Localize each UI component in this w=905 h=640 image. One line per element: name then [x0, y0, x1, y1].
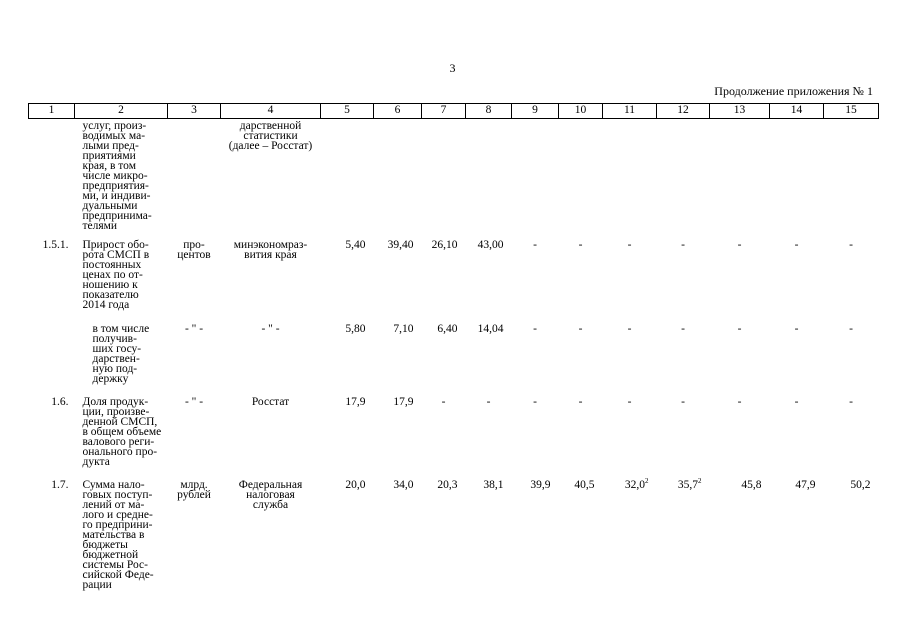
value-cell: 35,7$^2$: [677, 477, 702, 491]
value-cell: -: [737, 323, 742, 335]
value-cell: 45,8: [741, 479, 762, 491]
row-number-cell: 1.5.1.: [42, 239, 69, 251]
page-number: 3: [449, 61, 456, 75]
value-cell: 5,80: [345, 323, 366, 335]
source-cell: дарственной статистики (далее – Росстат): [228, 120, 313, 152]
row-number-cell: [29, 119, 75, 238]
value-cell: -: [578, 239, 583, 251]
unit-cell: [168, 119, 221, 238]
value-cell: -: [681, 396, 685, 408]
value-cell: 47,9: [795, 479, 816, 491]
continuation-label: Продолжение приложения № 1: [714, 84, 873, 98]
value-cell: -: [849, 239, 853, 251]
unit-cell: про- центов: [177, 239, 211, 261]
value-cell: -: [849, 396, 853, 408]
row-number-cell: [29, 320, 75, 394]
column-header: 5: [321, 104, 374, 119]
value-cell: -: [486, 396, 491, 408]
value-cell: 34,0: [393, 479, 414, 491]
value-cell: -: [441, 396, 446, 408]
footnote-marker: 2: [698, 477, 702, 486]
column-header: 13: [710, 104, 770, 119]
column-header: 12: [657, 104, 710, 119]
unit-cell: млрд. рублей: [177, 479, 211, 501]
indicators-table: [28, 103, 879, 590]
indicator-name-cell: в том числе получив- ших госу- дарствен- ную под- держку: [92, 323, 150, 385]
row-number-cell: 1.6.: [51, 396, 69, 408]
column-header: 2: [75, 104, 168, 119]
column-header: 11: [603, 104, 657, 119]
column-header: 15: [824, 104, 879, 119]
value-cell: [422, 119, 466, 238]
value-cell: [321, 119, 374, 238]
value-cell: -: [737, 239, 742, 251]
value-cell: -: [627, 239, 632, 251]
value-cell: -: [533, 396, 537, 408]
table-row: [29, 237, 879, 320]
value-cell: -: [681, 239, 685, 251]
value-cell: 39,9: [530, 479, 551, 491]
unit-cell: - " -: [184, 323, 204, 335]
value-cell: 14,04: [477, 323, 504, 335]
indicator-name-cell: Доля продук- ции, произве- денной СМСП, в общем объеме валового реги- онального про- дукта: [82, 396, 162, 468]
value-cell: -: [794, 396, 799, 408]
value-cell: [710, 119, 770, 238]
value-cell: -: [578, 323, 583, 335]
value-cell: [559, 119, 603, 238]
value-cell: [512, 119, 559, 238]
value-cell: -: [627, 396, 632, 408]
value-cell: [374, 119, 422, 238]
value-cell: 20,0: [345, 479, 366, 491]
column-header: 9: [512, 104, 559, 119]
value-cell: [770, 119, 824, 238]
value-cell: [603, 119, 657, 238]
table-row: [29, 477, 879, 590]
table-row: [29, 394, 879, 477]
value-cell: [657, 119, 710, 238]
value-cell: 39,40: [387, 239, 414, 251]
value-cell: -: [627, 323, 632, 335]
value-cell: 50,2: [850, 479, 871, 491]
value-cell: -: [737, 396, 742, 408]
value-cell: 43,00: [477, 239, 504, 251]
column-header: 10: [559, 104, 603, 119]
value-cell: -: [849, 323, 853, 335]
table-row: [29, 320, 879, 394]
column-header: 4: [221, 104, 321, 119]
source-cell: минэкономраз- вития края: [233, 239, 308, 261]
footnote-marker: 2: [645, 477, 649, 486]
value-cell: 38,1: [483, 479, 504, 491]
unit-cell: - " -: [184, 396, 204, 408]
value-cell: [824, 119, 879, 238]
value-cell: 17,9: [393, 396, 414, 408]
value-cell: -: [533, 323, 537, 335]
row-number-cell: 1.7.: [51, 479, 69, 491]
column-header: 7: [422, 104, 466, 119]
value-cell: -: [794, 323, 799, 335]
column-number-row: [29, 104, 879, 119]
value-cell: -: [533, 239, 537, 251]
column-header: 14: [770, 104, 824, 119]
value-cell: 17,9: [345, 396, 366, 408]
value-cell: 26,10: [431, 239, 458, 251]
source-cell: Федеральная налоговая служба: [238, 479, 303, 511]
value-cell: 6,40: [437, 323, 458, 335]
value-cell: 5,40: [345, 239, 366, 251]
value-cell: 20,3: [437, 479, 458, 491]
value-cell: 32,0$^2$: [624, 477, 649, 491]
value-cell: -: [794, 239, 799, 251]
indicator-name-cell: Сумма нало- говых поступ- лений от ма- лого и средне- го предприни- мательства в бюджеты бюджетной системы Рос- сийской Феде- рации: [82, 479, 154, 591]
value-cell: [466, 119, 512, 238]
source-cell: - " -: [261, 323, 280, 335]
column-header: 3: [168, 104, 221, 119]
value-cell: -: [681, 323, 685, 335]
column-header: 1: [29, 104, 75, 119]
indicator-name-cell: Прирост обо- рота СМСП в постоянных ценах по от- ношению к показателю 2014 года: [82, 239, 150, 311]
indicator-name-cell: услуг, произ- водимых ма- лыми пред- приятиями края, в том числе микро- предприятия- ми, и индиви- дуальными предпринима- телями: [82, 120, 152, 232]
source-cell: Росстат: [251, 396, 290, 408]
column-header: 8: [466, 104, 512, 119]
value-cell: 40,5: [574, 479, 595, 491]
column-header: 6: [374, 104, 422, 119]
value-cell: -: [578, 396, 583, 408]
value-cell: 7,10: [393, 323, 414, 335]
table-row: [29, 119, 879, 238]
